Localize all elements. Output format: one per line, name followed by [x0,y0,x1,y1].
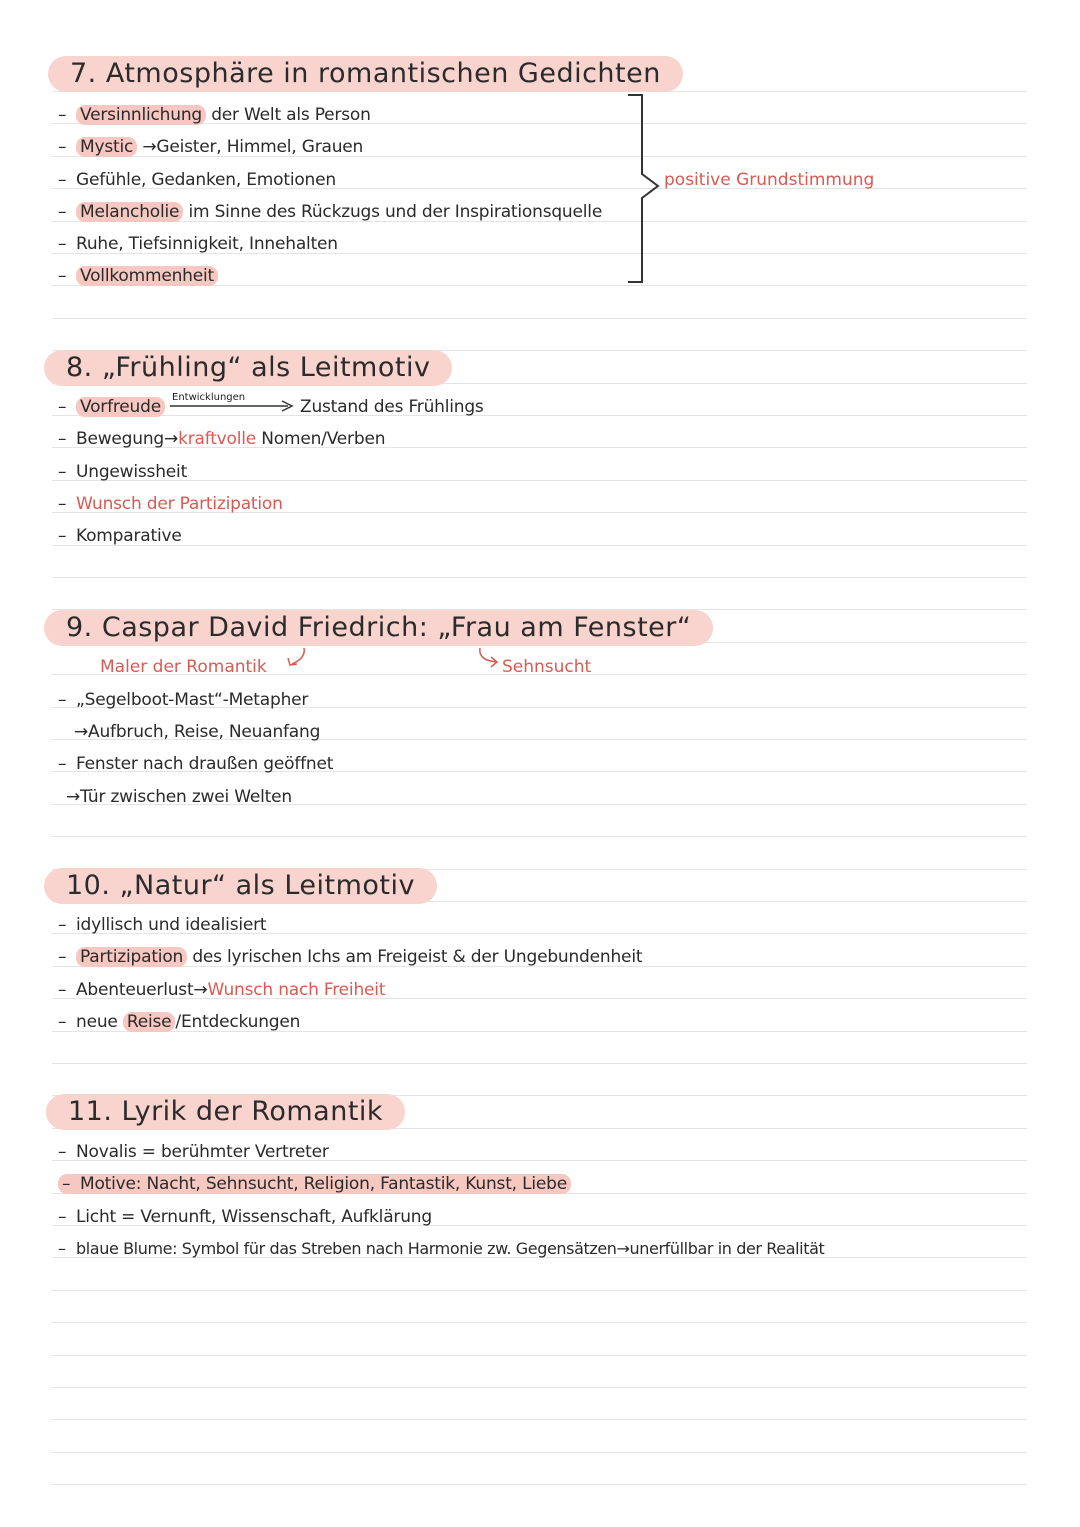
ruled-line [52,1322,1027,1323]
s11-line-2: – Motive: Nacht, Sehnsucht, Religion, Fantastik, Kunst, Liebe [58,1173,571,1195]
s10-line-3: – Abenteuerlust→Wunsch nach Freiheit [58,980,386,1000]
ruled-line [52,1290,1027,1291]
ruled-line [52,1452,1027,1453]
s9-note-right: Sehnsucht [502,657,592,677]
curly-brace-icon [624,92,664,288]
s8-line-1: – Vorfreude [58,396,165,418]
s8-line-1-target: Zustand des Frühlings [300,397,484,417]
ruled-line [52,545,1027,546]
s10-line-4: – neue Reise /Entdeckungen [58,1012,301,1032]
heading-9: 9. Caspar David Friedrich: „Frau am Fenster“ [44,610,713,646]
s7-line-5: – Ruhe, Tiefsinnigkeit, Innehalten [58,234,338,254]
ruled-line [52,577,1027,578]
s8-line-3: – Ungewissheit [58,462,188,482]
ruled-line [52,1387,1027,1388]
s7-line-4: – Melancholie im Sinne des Rückzugs und der Inspirationsquelle [58,202,603,222]
s9-line-1: – „Segelboot-Mast“-Metapher [58,690,309,710]
s7-line-2: – Mystic →Geister, Himmel, Grauen [58,137,364,157]
ruled-line [52,836,1027,837]
s10-line-2: – Partizipation des lyrischen Ichs am Freigeist & der Ungebundenheit [58,947,643,967]
s11-line-1: – Novalis = berühmter Vertreter [58,1142,329,1162]
ruled-line [52,318,1027,319]
s8-line-4: – Wunsch der Partizipation [58,494,283,514]
s9-line-4: →Tür zwischen zwei Welten [66,787,292,807]
heading-8: 8. „Frühling“ als Leitmotiv [44,350,452,386]
s7-line-3: – Gefühle, Gedanken, Emotionen [58,170,336,190]
heading-11: 11. Lyrik der Romantik [46,1094,405,1130]
ruled-line [52,1063,1027,1064]
s9-note-left: Maler der Romantik [100,657,267,677]
s8-arrow-label: Entwicklungen [172,392,246,403]
ruled-line [52,415,1027,416]
ruled-line [52,1419,1027,1420]
s7-line-1: – Versinnlichung der Welt als Person [58,105,371,125]
s8-line-5: – Komparative [58,526,182,546]
s9-line-3: – Fenster nach draußen geöffnet [58,754,334,774]
s11-line-3: – Licht = Vernunft, Wissenschaft, Aufklärung [58,1207,432,1227]
s8-line-2: – Bewegung→kraftvolle Nomen/Verben [58,429,386,449]
ruled-line [52,480,1027,481]
s10-line-1: – idyllisch und idealisiert [58,915,267,935]
s9-line-2: →Aufbruch, Reise, Neuanfang [74,722,321,742]
heading-7: 7. Atmosphäre in romantischen Gedichten [48,56,683,92]
arrow-right-icon [170,400,298,412]
s7-line-6: – Vollkommenheit [58,265,218,287]
brace-note: positive Grundstimmung [664,170,875,190]
ruled-line [52,1355,1027,1356]
s11-line-4: – blaue Blume: Symbol für das Streben nach Harmonie zw. Gegensätzen→unerfüllbar in der Realität [58,1239,825,1258]
arrow-down-right-icon [476,646,500,668]
ruled-line [52,1484,1027,1485]
arrow-down-left-icon [284,646,310,668]
heading-10: 10. „Natur“ als Leitmotiv [44,868,437,904]
